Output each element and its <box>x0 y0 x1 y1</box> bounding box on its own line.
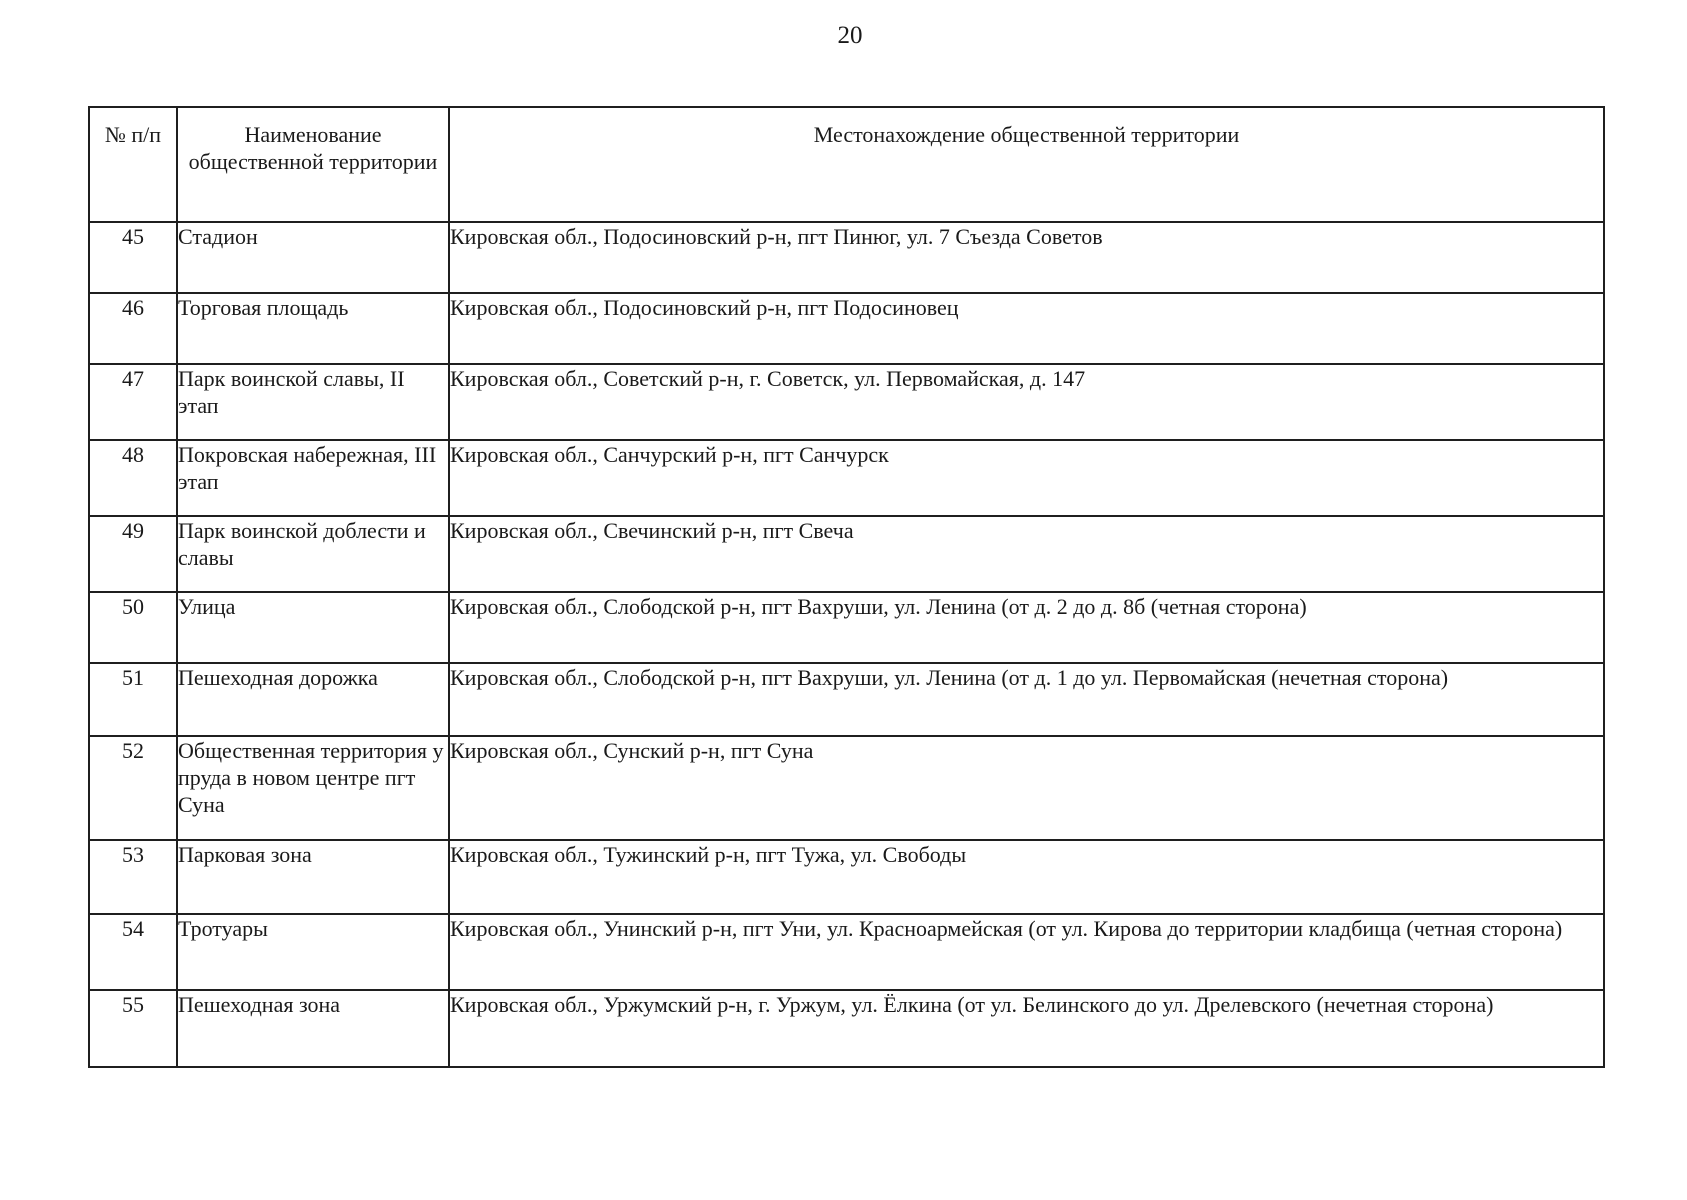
territory-name: Улица <box>177 592 449 663</box>
territory-location: Кировская обл., Советский р-н, г. Советск, ул. Первомайская, д. 147 <box>449 364 1604 440</box>
territory-location: Кировская обл., Слободской р-н, пгт Вахруши, ул. Ленина (от д. 2 до д. 8б (четная сторона) <box>449 592 1604 663</box>
header-number: № п/п <box>89 107 177 222</box>
table-row <box>89 840 1604 914</box>
table-header-row <box>89 107 1604 222</box>
territory-location: Кировская обл., Сунский р-н, пгт Суна <box>449 736 1604 840</box>
table-row <box>89 293 1604 364</box>
territory-name: Стадион <box>177 222 449 293</box>
row-number: 45 <box>89 222 177 293</box>
row-number: 47 <box>89 364 177 440</box>
table-row <box>89 663 1604 736</box>
territory-name: Общественная территория у пруда в новом центре пгт Суна <box>177 736 449 840</box>
row-number: 46 <box>89 293 177 364</box>
territory-name: Пешеходная дорожка <box>177 663 449 736</box>
territory-name: Парк воинской доблести и славы <box>177 516 449 592</box>
territory-location: Кировская обл., Унинский р-н, пгт Уни, ул. Красноармейская (от ул. Кирова до территории кладбища (четная сторона) <box>449 914 1604 990</box>
table-row <box>89 990 1604 1067</box>
territories-table <box>88 106 1605 1068</box>
table-row <box>89 516 1604 592</box>
territory-name: Пешеходная зона <box>177 990 449 1067</box>
row-number: 53 <box>89 840 177 914</box>
row-number: 49 <box>89 516 177 592</box>
territory-location: Кировская обл., Санчурский р-н, пгт Санчурск <box>449 440 1604 516</box>
header-name: Наименование общественной территории <box>177 107 449 222</box>
row-number: 51 <box>89 663 177 736</box>
table-row <box>89 222 1604 293</box>
territory-location: Кировская обл., Слободской р-н, пгт Вахруши, ул. Ленина (от д. 1 до ул. Первомайская (нечетная сторона) <box>449 663 1604 736</box>
table-row <box>89 736 1604 840</box>
row-number: 54 <box>89 914 177 990</box>
territory-location: Кировская обл., Тужинский р-н, пгт Тужа, ул. Свободы <box>449 840 1604 914</box>
territory-location: Кировская обл., Уржумский р-н, г. Уржум, ул. Ёлкина (от ул. Белинского до ул. Дрелевского (нечетная сторона) <box>449 990 1604 1067</box>
territory-location: Кировская обл., Подосиновский р-н, пгт Подосиновец <box>449 293 1604 364</box>
territory-name: Торговая площадь <box>177 293 449 364</box>
territory-location: Кировская обл., Подосиновский р-н, пгт Пинюг, ул. 7 Съезда Советов <box>449 222 1604 293</box>
header-location: Местонахождение общественной территории <box>449 107 1604 222</box>
table-row <box>89 914 1604 990</box>
territory-location: Кировская обл., Свечинский р-н, пгт Свеча <box>449 516 1604 592</box>
territory-name: Тротуары <box>177 914 449 990</box>
row-number: 48 <box>89 440 177 516</box>
table-row <box>89 592 1604 663</box>
territory-name: Парк воинской славы, II этап <box>177 364 449 440</box>
row-number: 52 <box>89 736 177 840</box>
row-number: 50 <box>89 592 177 663</box>
territory-name: Покровская набережная, III этап <box>177 440 449 516</box>
table-row <box>89 364 1604 440</box>
row-number: 55 <box>89 990 177 1067</box>
table-row <box>89 440 1604 516</box>
territory-name: Парковая зона <box>177 840 449 914</box>
page-number: 20 <box>837 22 863 49</box>
